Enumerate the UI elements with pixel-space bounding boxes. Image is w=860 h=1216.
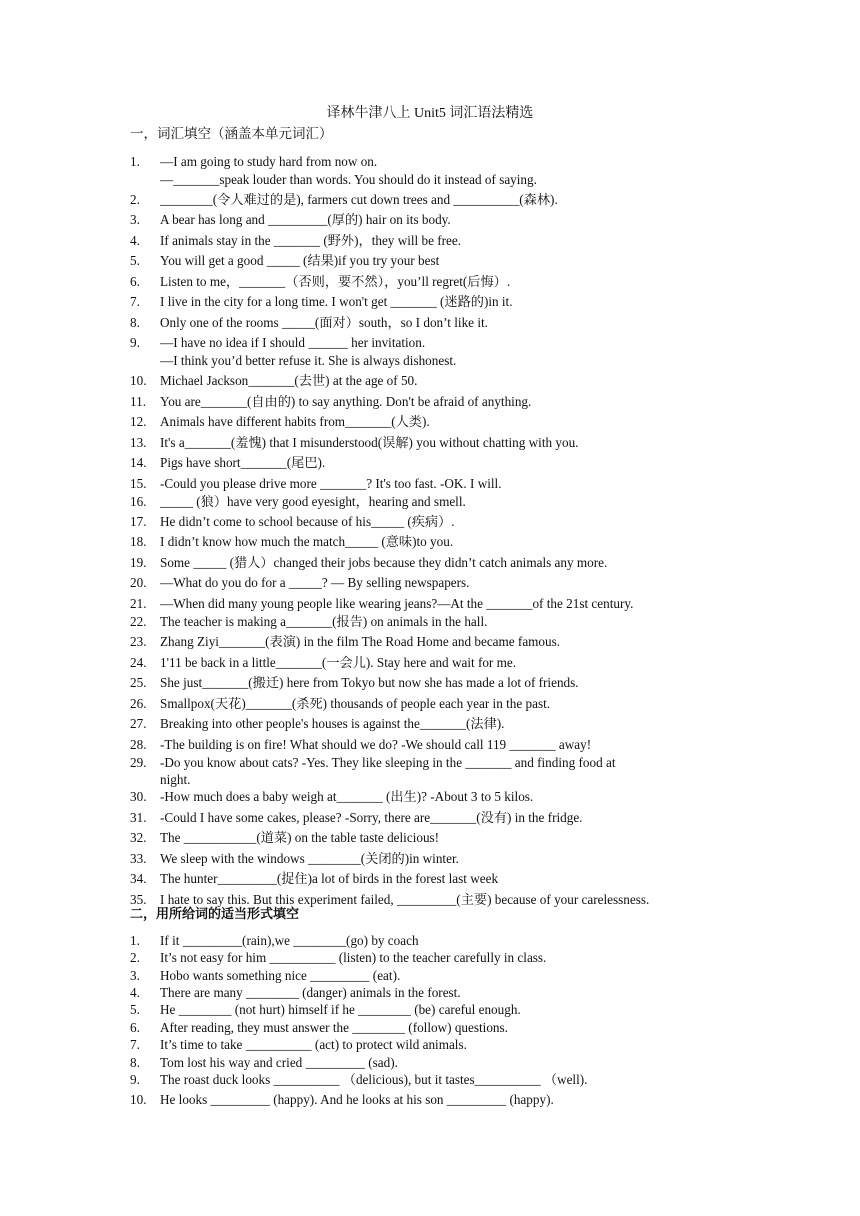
question-text: Michael Jackson_______(去世) at the age of 50. [160, 373, 418, 388]
question-text: It’s time to take __________ (act) to protect wild animals. [160, 1037, 467, 1052]
item-number: 6. [130, 1020, 140, 1035]
question-text: I didn’t know how much the match_____ (意味)to you. [160, 534, 454, 549]
item-number: 1. [130, 933, 140, 948]
question-text: If it _________(rain),we ________(go) by coach [160, 933, 419, 948]
question-text: Only one of the rooms _____(面对）south，so I don’t like it. [160, 315, 488, 330]
item-number: 14. [130, 455, 147, 470]
item-number: 10. [130, 373, 147, 388]
question-text: —I am going to study hard from now on. [160, 154, 378, 169]
item-number: 27. [130, 716, 147, 731]
question-text: Hobo wants something nice _________ (eat). [160, 968, 401, 983]
item-number: 18. [130, 534, 147, 549]
question-text: -How much does a baby weigh at_______ (出生)? -About 3 to 5 kilos. [160, 789, 534, 804]
question-text: I live in the city for a long time. I won't get _______ (迷路的)in it. [160, 294, 513, 309]
question-text: He looks _________ (happy). And he looks at his son _________ (happy). [160, 1092, 554, 1107]
question-text: I hate to say this. But this experiment failed, _________(主要) because of your carelessness. [160, 892, 650, 907]
item-number: 1. [130, 154, 140, 169]
item-number: 4. [130, 233, 140, 248]
item-number: 34. [130, 871, 147, 886]
item-number: 25. [130, 675, 147, 690]
item-number: 30. [130, 789, 147, 804]
question-text: The roast duck looks __________ （delicious), but it tastes__________ （well). [160, 1072, 588, 1087]
question-text: -The building is on fire! What should we do? -We should call 119 _______ away! [160, 737, 592, 752]
question-text: Animals have different habits from_______(人类). [160, 414, 430, 429]
question-text: _____ (狼）have very good eyesight，hearing and smell. [160, 494, 466, 509]
question-text: 1'11 be back in a little_______(一会儿). Stay here and wait for me. [160, 655, 517, 670]
item-number: 9. [130, 335, 140, 350]
item-number: 10. [130, 1092, 147, 1107]
item-number: 23. [130, 634, 147, 649]
question-text: We sleep with the windows ________(关闭的)in winter. [160, 851, 459, 866]
item-number: 15. [130, 476, 147, 491]
question-text: ________(令人难过的是), farmers cut down trees and __________(森林). [160, 192, 558, 207]
item-number: 19. [130, 555, 147, 570]
question-continuation: night. [160, 772, 191, 787]
item-number: 16. [130, 494, 147, 509]
item-number: 5. [130, 1002, 140, 1017]
item-number: 13. [130, 435, 147, 450]
item-number: 28. [130, 737, 147, 752]
item-number: 4. [130, 985, 140, 1000]
section-2-heading: 二，用所给词的适当形式填空 [130, 906, 300, 921]
question-text: There are many ________ (danger) animals in the forest. [160, 985, 461, 1000]
question-text: -Do you know about cats? -Yes. They like sleeping in the _______ and finding food at [160, 755, 616, 770]
item-number: 2. [130, 950, 140, 965]
document-title: 译林牛津八上 Unit5 词汇语法精选 [326, 106, 534, 121]
question-text: Zhang Ziyi_______(表演) in the film The Road Home and became famous. [160, 634, 561, 649]
question-text: The hunter_________(捉住)a lot of birds in the forest last week [160, 871, 499, 886]
question-text: Some _____ (猎人）changed their jobs because they didn’t catch animals any more. [160, 555, 608, 570]
item-number: 8. [130, 315, 140, 330]
item-number: 6. [130, 274, 140, 289]
question-text: He didn’t come to school because of his_____ (疾病）. [160, 514, 455, 529]
item-number: 7. [130, 1037, 140, 1052]
question-continuation: —_______speak louder than words. You should do it instead of saying. [160, 172, 537, 187]
item-number: 22. [130, 614, 147, 629]
question-text: She just_______(搬迁) here from Tokyo but now she has made a lot of friends. [160, 675, 579, 690]
item-number: 12. [130, 414, 147, 429]
item-number: 35. [130, 892, 147, 907]
item-number: 32. [130, 830, 147, 845]
item-number: 2. [130, 192, 140, 207]
question-text: Pigs have short_______(尾巴). [160, 455, 326, 470]
question-text: You will get a good _____ (结果)if you try your best [160, 253, 440, 268]
question-text: Smallpox(天花)_______(杀死) thousands of people each year in the past. [160, 696, 551, 711]
item-number: 31. [130, 810, 147, 825]
question-text: -Could I have some cakes, please? -Sorry, there are_______(没有) in the fridge. [160, 810, 583, 825]
item-number: 20. [130, 575, 147, 590]
item-number: 7. [130, 294, 140, 309]
question-text: —When did many young people like wearing jeans?—At the _______of the 21st century. [160, 596, 634, 611]
question-text: It’s not easy for him __________ (listen) to the teacher carefully in class. [160, 950, 547, 965]
question-text: Tom lost his way and cried _________ (sad). [160, 1055, 398, 1070]
question-text: He ________ (not hurt) himself if he ________ (be) careful enough. [160, 1002, 521, 1017]
question-text: -Could you please drive more _______? It's too fast. -OK. I will. [160, 476, 502, 491]
question-text: You are_______(自由的) to say anything. Don't be afraid of anything. [160, 394, 532, 409]
section-1-heading: 一，词汇填空（涵盖本单元词汇） [130, 126, 333, 141]
item-number: 8. [130, 1055, 140, 1070]
question-text: —What do you do for a _____? — By selling newspapers. [160, 575, 470, 590]
question-text: The ___________(道菜) on the table taste delicious! [160, 830, 440, 845]
question-text: Breaking into other people's houses is against the_______(法律). [160, 716, 505, 731]
item-number: 11. [130, 394, 146, 409]
question-text: It's a_______(羞愧) that I misunderstood(误解) you without chatting with you. [160, 435, 579, 450]
item-number: 3. [130, 212, 140, 227]
item-number: 21. [130, 596, 147, 611]
question-continuation: —I think you’d better refuse it. She is always dishonest. [160, 353, 457, 368]
item-number: 26. [130, 696, 147, 711]
question-text: If animals stay in the _______ (野外)，they will be free. [160, 233, 462, 248]
item-number: 29. [130, 755, 147, 770]
item-number: 17. [130, 514, 147, 529]
item-number: 24. [130, 655, 147, 670]
question-text: The teacher is making a_______(报告) on animals in the hall. [160, 614, 488, 629]
item-number: 9. [130, 1072, 140, 1087]
item-number: 3. [130, 968, 140, 983]
item-number: 33. [130, 851, 147, 866]
question-text: After reading, they must answer the ________ (follow) questions. [160, 1020, 508, 1035]
question-text: Listen to me，_______（否则，要不然），you’ll regret(后悔）. [160, 274, 511, 289]
question-text: A bear has long and _________(厚的) hair on its body. [160, 212, 451, 227]
item-number: 5. [130, 253, 140, 268]
question-text: —I have no idea if I should ______ her invitation. [160, 335, 426, 350]
